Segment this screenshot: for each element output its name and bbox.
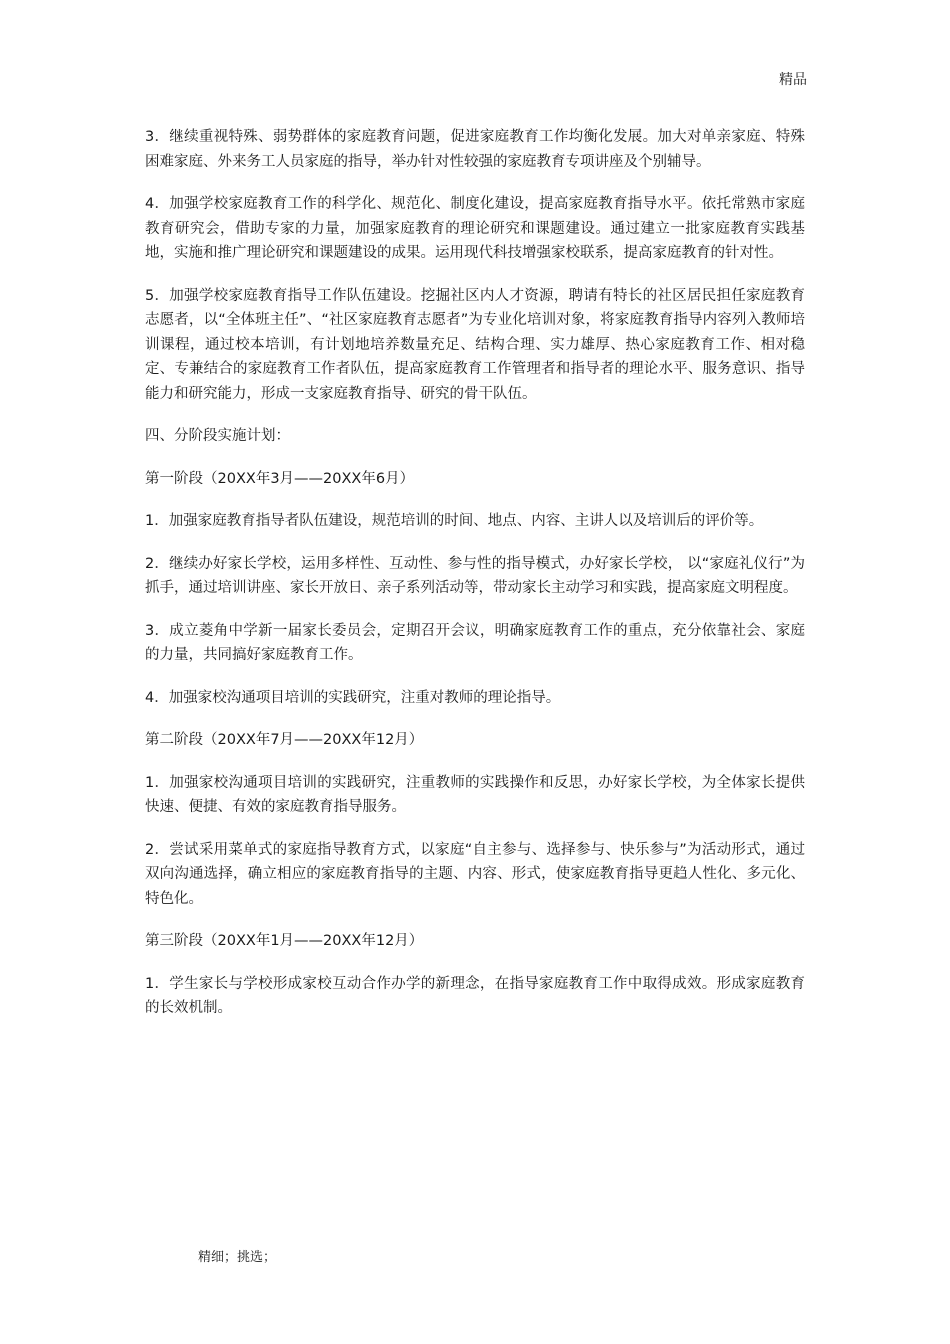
stage-3-heading: 第三阶段（20XX年1月——20XX年12月）: [145, 933, 424, 949]
footer-mark: 精细；挑选；: [198, 1250, 277, 1265]
stage-2-item-2: 2．尝试采用菜单式的家庭指导教育方式，以家庭“自主参与、选择参与、快乐参与”为活动形式，通过双向沟通选择，确立相应的家庭教育指导的主题、内容、形式，使家庭教育指导更趋人性化、多元化、特色化。: [145, 841, 805, 907]
stage-1-item-3: 3．成立菱角中学新一届家长委员会，定期召开会议，明确家庭教育工作的重点，充分依靠社会、家庭的力量，共同搞好家庭教育工作。: [145, 622, 805, 663]
section-heading-phased-plan: 四、分阶段实施计划：: [145, 428, 290, 444]
paragraph-item-5: 5．加强学校家庭教育指导工作队伍建设。挖掘社区内人才资源，聘请有特长的社区居民担任家庭教育志愿者，以“全体班主任”、“社区家庭教育志愿者”为专业化培训对象，将家庭教育指导内容列入教师培训课程，通过校本培训，有计划地培养数量充足、结构合理、实力雄厚、热心家庭教育工作、相对稳定、专兼结合的家庭教育工作者队伍，提高家庭教育工作管理者和指导者的理论水平、服务意识、指导能力和研究能力，形成一支家庭教育指导、研究的骨干队伍。: [145, 287, 805, 402]
stage-2-item-1: 1．加强家校沟通项目培训的实践研究，注重教师的实践操作和反思，办好家长学校，为全体家长提供快速、便捷、有效的家庭教育指导服务。: [145, 774, 805, 815]
header-mark: 精品: [779, 72, 807, 88]
paragraph-item-3: 3．继续重视特殊、弱势群体的家庭教育问题，促进家庭教育工作均衡化发展。加大对单亲家庭、特殊困难家庭、外来务工人员家庭的指导，举办针对性较强的家庭教育专项讲座及个别辅导。: [145, 129, 805, 170]
stage-1-item-2: 2．继续办好家长学校，运用多样性、互动性、参与性的指导模式，办好家长学校， 以“家庭礼仪行”为抓手，通过培训讲座、家长开放日、亲子系列活动等，带动家长主动学习和实践，提高家庭文明程度。: [145, 555, 805, 596]
stage-1-item-4: 4．加强家校沟通项目培训的实践研究，注重对教师的理论指导。: [145, 689, 561, 706]
stage-1-item-1: 1．加强家庭教育指导者队伍建设，规范培训的时间、地点、内容、主讲人以及培训后的评价等。: [145, 513, 764, 529]
paragraph-item-4: 4．加强学校家庭教育工作的科学化、规范化、制度化建设，提高家庭教育指导水平。依托常熟市家庭教育研究会，借助专家的力量，加强家庭教育的理论研究和课题建设。通过建立一批家庭教育实践基地，实施和推广理论研究和课题建设的成果。运用现代科技增强家校联系，提高家庭教育的针对性。: [145, 196, 805, 261]
stage-3-item-1: 1．学生家长与学校形成家校互动合作办学的新理念，在指导家庭教育工作中取得成效。形成家庭教育的长效机制。: [145, 975, 805, 1016]
stage-2-heading: 第二阶段（20XX年7月——20XX年12月）: [145, 732, 424, 748]
document-body: [145, 125, 805, 1039]
stage-1-heading: 第一阶段（20XX年3月——20XX年6月）: [145, 470, 415, 487]
